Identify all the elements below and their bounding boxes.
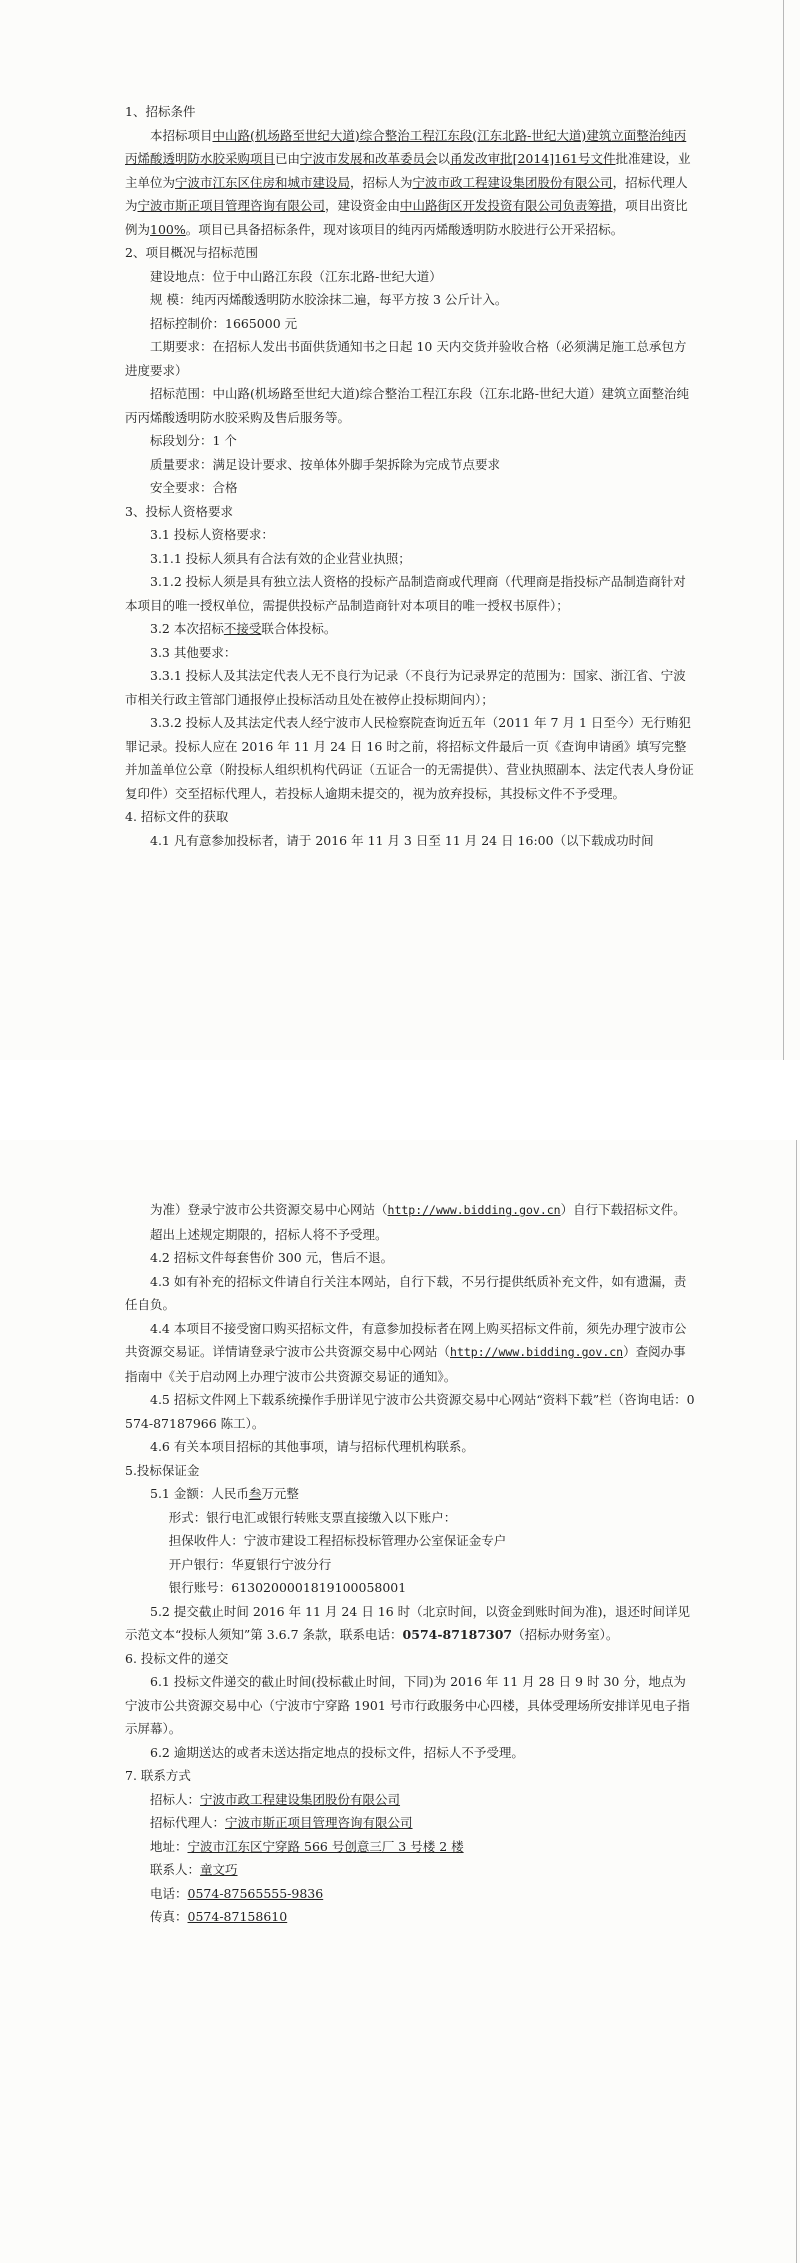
deposit-bank: 开户银行：华夏银行宁波分行 (168, 1556, 332, 1572)
text: 3.2 本次招标 (150, 621, 224, 636)
clause-5-2 (125, 1600, 695, 1647)
section-3-title: 3、投标人资格要求 (125, 503, 233, 519)
contact-phone (125, 1882, 695, 1906)
contact-address (125, 1835, 695, 1859)
page-1 (0, 0, 800, 1060)
safety-line: 安全要求：合格 (150, 480, 238, 495)
clause-5-1 (125, 1482, 695, 1506)
page-gap (0, 1060, 800, 1140)
lots-line: 标段划分：1 个 (150, 433, 237, 448)
clause-3-1-2: 3.1.2 投标人须是具有独立法人资格的投标产品制造商或代理商（代理商是指投标产品制造商针对本项目的唯一授权单位，需提供投标产品制造商针对本项目的唯一授权书原件）； (125, 574, 686, 613)
address: 宁波市江东区宁穿路 566 号创意三厂 3 号楼 2 楼 (187, 1838, 464, 1854)
text: ）查阅办事指南中《关于启动网上办理宁波市公共资源交易证的通知》。 (125, 1344, 686, 1384)
quality-line: 质量要求：满足设计要求、按单体外脚手架拆除为完成节点要求 (150, 456, 501, 472)
text: ，招标代理人为 (125, 174, 688, 213)
text: 5.1 金额：人民币 (150, 1486, 249, 1501)
text: ，项目出资比例为 (125, 198, 688, 237)
clause-6-2: 6.2 逾期送达的或者未送达指定地点的投标文件，招标人不予受理。 (150, 1744, 524, 1760)
clause-4-3: 4.3 如有补充的招标文件请自行关注本网站，自行下载，不另行提供纸质补充文件，如有遗漏，责任自负。 (125, 1273, 687, 1312)
period-line: 工期要求：在招标人发出书面供货通知书之日起 10 天内交货并验收合格（必须满足施工总承包方进度要求） (125, 339, 687, 378)
approval-document: 甬发改审批[2014]161号文件 (450, 151, 616, 166)
clause-4-5: 4.5 招标文件网上下载系统操作手册详见宁波市公共资源交易中心网站“资料下载”栏（咨询电话：0574-87187966 陈工）。 (125, 1392, 695, 1431)
text: 。项目已具备招标条件，现对该项目的纯丙丙烯酸透明防水胶进行公开采招标。 (185, 221, 624, 237)
clause-4-4 (125, 1317, 695, 1389)
text: 批准建设，业主单位为 (125, 151, 691, 190)
page-edge-shadow (796, 1140, 797, 2263)
section-5-title: 5.投标保证金 (125, 1462, 200, 1478)
price-line: 招标控制价：1665000 元 (150, 315, 298, 331)
clause-3-3: 3.3 其他要求： (150, 644, 237, 660)
phone-number: 0574-87565555-9836 (187, 1885, 324, 1901)
contact-fax (125, 1905, 695, 1929)
clause-3-1-1: 3.1.1 投标人须具有合法有效的企业营业执照； (150, 550, 411, 566)
section-1-body (125, 124, 695, 242)
label: 招标人： (150, 1791, 201, 1807)
tender-agent: 宁波市斯正项目管理咨询有限公司 (137, 198, 326, 213)
text: （招标办财务室）。 (512, 1627, 619, 1642)
label: 联系人： (150, 1862, 201, 1877)
contact-name: 童文巧 (200, 1862, 238, 1877)
page-2 (0, 1140, 800, 2263)
project-name: 中山路(机场路至世纪大道)综合整治工程江东段(江东北路-世纪大道)建筑立面整治纯丙丙烯酸透明防水胶采购项目 (125, 127, 687, 166)
clause-4-1-start: 4.1 凡有意参加投标者，请于 2016 年 11 月 3 日至 11 月 24 日 16:00（以下载成功时间 (150, 832, 654, 848)
funding-ratio: 100% (150, 221, 186, 237)
site-line: 建设地点：位于中山路江东段（江东北路-世纪大道） (150, 268, 442, 284)
deposit-account: 银行账号：6130200001819100058001 (168, 1580, 407, 1595)
owner-unit: 宁波市江东区住房和城市建设局 (175, 174, 351, 190)
text: ，招标人为 (350, 174, 413, 190)
scope-line: 招标范围：中山路(机场路至世纪大道)综合整治工程江东段（江东北路-世纪大道）建筑立面整治纯丙丙烯酸透明防水胶采购及售后服务等。 (125, 386, 689, 425)
deposit-form: 形式：银行电汇或银行转账支票直接缴入以下账户： (168, 1509, 457, 1525)
text: 为准）登录宁波市公共资源交易中心网站（ (150, 1202, 388, 1217)
fax-number: 0574-87158610 (187, 1909, 288, 1924)
clause-4-2: 4.2 招标文件每套售价 300 元，售后不退。 (150, 1250, 394, 1265)
text: 以 (437, 151, 451, 166)
text: 5.2 提交截止时间 2016 年 11 月 24 日 16 时（北京时间，以资金到账时间为准)，退还时间详见示范文本“投标人须知”第 3.6.7 条款，联系电话： (125, 1603, 691, 1642)
section-7-title: 7. 联系方式 (125, 1768, 191, 1783)
section-6-title: 6. 投标文件的递交 (125, 1650, 229, 1666)
page-2-content (125, 1198, 695, 1929)
label: 电话： (150, 1885, 188, 1901)
clause-3-1: 3.1 投标人资格要求： (150, 527, 274, 542)
section-1-title: 1、招标条件 (125, 104, 196, 119)
section-4-title: 4. 招标文件的获取 (125, 809, 229, 824)
text: ）自行下载招标文件。超出上述规定期限的，招标人将不予受理。 (150, 1202, 686, 1242)
text: 万元整 (261, 1486, 299, 1501)
tenderer: 宁波市政工程建设集团股份有限公司 (412, 174, 613, 190)
label: 地址： (150, 1838, 188, 1854)
funder: 中山路街区开发投资有限公司负责筹措 (400, 198, 613, 213)
text: 已由 (275, 151, 301, 166)
text: 联合体投标。 (261, 621, 337, 636)
page-edge-shadow (783, 0, 784, 1060)
deposit-amount: 叁 (248, 1486, 262, 1501)
label: 招标代理人： (150, 1815, 226, 1830)
website-link[interactable]: http://www.bidding.gov.cn (450, 1345, 624, 1359)
text: 本招标项目 (150, 127, 213, 143)
clause-3-2 (125, 617, 695, 641)
contact-person (125, 1858, 695, 1882)
approver: 宁波市发展和改革委员会 (300, 151, 438, 166)
section-2-title: 2、项目概况与招标范围 (125, 245, 258, 260)
clause-3-3-2: 3.3.2 投标人及其法定代表人经宁波市人民检察院查询近五年（2011 年 7 月 1 日至今）无行贿犯罪记录。投标人应在 2016 年 11 月 24 日 16 时之前，将招标文件最后一页《查询申请函》填写完整并加盖单位公章（附投标人组织机构代码证（五证合一的无需提供）、营业执照副本、法定代表人身份证复印件）交至招标代理人，若投标人逾期未提交的，视为放弃投标，其投标文件不予受理。 (125, 715, 694, 801)
contact-tenderer (125, 1788, 695, 1812)
text: 4.4 本项目不接受窗口购买招标文件，有意参加投标者在网上购买招标文件前，须先办理宁波市公共资源交易证。详情请登录宁波市公共资源交易中心网站（ (125, 1320, 687, 1359)
contact-agent (125, 1811, 695, 1835)
page-1-content (125, 100, 695, 852)
text: ，建设资金由 (325, 198, 401, 213)
agent-name: 宁波市斯正项目管理咨询有限公司 (225, 1815, 413, 1830)
label: 传真： (150, 1909, 188, 1924)
clause-4-1-continued (125, 1198, 695, 1246)
not-accepted: 不接受 (223, 621, 262, 636)
clause-3-3-1: 3.3.1 投标人及其法定代表人无不良行为记录（不良行为记录界定的范围为：国家、浙江省、宁波市相关行政主管部门通报停止投标活动且处在被停止投标期间内）； (125, 668, 686, 707)
finance-phone: 0574-87187307 (402, 1627, 513, 1642)
tenderer-name: 宁波市政工程建设集团股份有限公司 (200, 1791, 401, 1807)
scale-line: 规 模：纯丙丙烯酸透明防水胶涂抹二遍，每平方按 3 公斤计入。 (150, 292, 508, 307)
deposit-receiver: 担保收件人：宁波市建设工程招标投标管理办公室保证金专户 (168, 1533, 507, 1548)
website-link[interactable]: http://www.bidding.gov.cn (387, 1203, 561, 1217)
clause-6-1: 6.1 投标文件递交的截止时间(投标截止时间，下同)为 2016 年 11 月 28 日 9 时 30 分，地点为宁波市公共资源交易中心（宁波市宁穿路 1901 号市行政服务中心四楼，具体受理场所安排详见电子指示屏幕）。 (125, 1674, 690, 1736)
clause-4-6: 4.6 有关本项目招标的其他事项，请与招标代理机构联系。 (150, 1439, 474, 1454)
